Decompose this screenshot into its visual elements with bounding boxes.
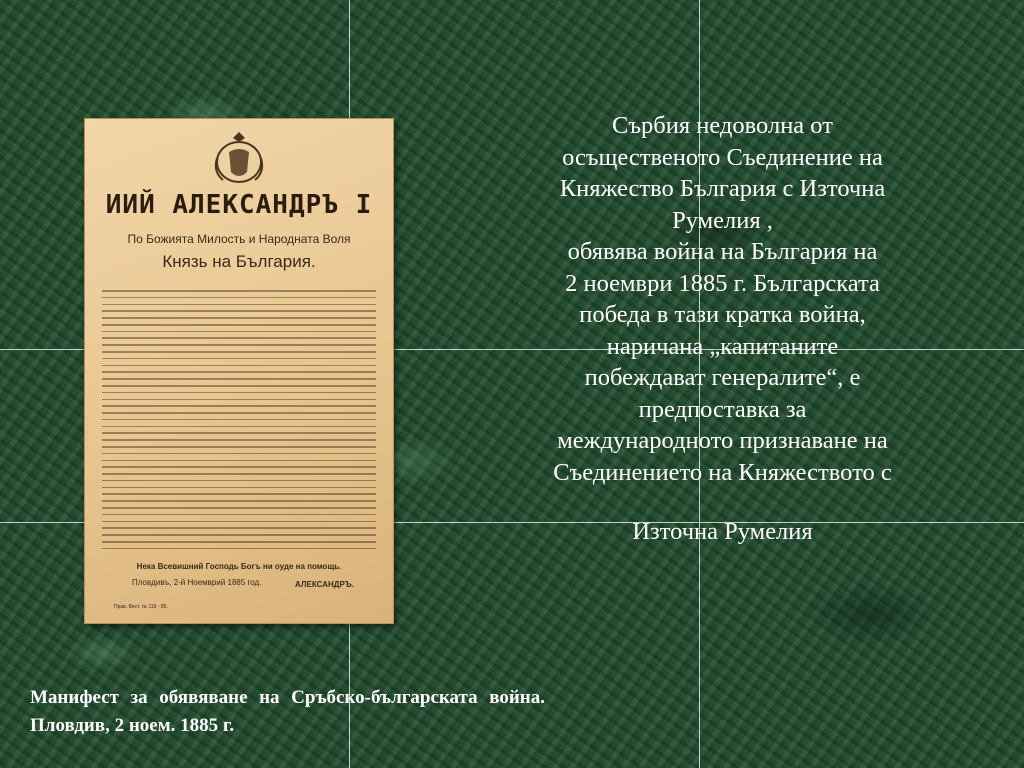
text-line: международното признаване на (557, 427, 888, 454)
main-text-block (470, 110, 975, 548)
text-line: обявява война на България на (567, 238, 878, 265)
manifesto-subtitle: По Божията Милость и Народната Воля (127, 232, 351, 246)
text-line: Румелия , (672, 206, 773, 234)
text-line: осъщественото Съединение на (562, 143, 883, 171)
text-line: наричана „капитаните (606, 332, 839, 360)
manifesto-place-date: Пловдивъ, 2-й Ноемврий 1885 год. (132, 578, 262, 587)
manifesto-document-image (84, 118, 394, 624)
manifesto-prince-heading: Князь на България. (162, 252, 316, 271)
text-line: победа в тази кратка война, (579, 301, 866, 328)
manifesto-footer: Прав. Вест. № 119 - 85. (114, 604, 168, 610)
text-line: предпоставка за (638, 395, 807, 423)
text-line: побеждават генералите“, е (584, 364, 861, 391)
manifesto-title: ИИЙ АЛЕКСАНДРЪ I (105, 190, 373, 220)
manifesto-blessing: Нека Всевишний Господь Богъ ни оуде на помощь. (136, 562, 342, 571)
text-line: Сърбия недоволна от (612, 112, 833, 139)
coat-of-arms-icon (209, 128, 269, 188)
image-caption: Манифест за обявяване на Сръбско-българската война. Пловдив, 2 ноем. 1885 г. (30, 687, 545, 736)
manifesto-body-text (102, 290, 376, 554)
text-line: 2 ноември 1885 г. Българската (565, 269, 880, 297)
text-line-tail: Източна Румелия (632, 518, 813, 545)
text-line: Княжество България с Източна (559, 175, 886, 202)
text-line: Съединението на Княжеството с (553, 458, 892, 486)
manifesto-signature: АЛЕКСАНДРЪ. (295, 580, 354, 589)
